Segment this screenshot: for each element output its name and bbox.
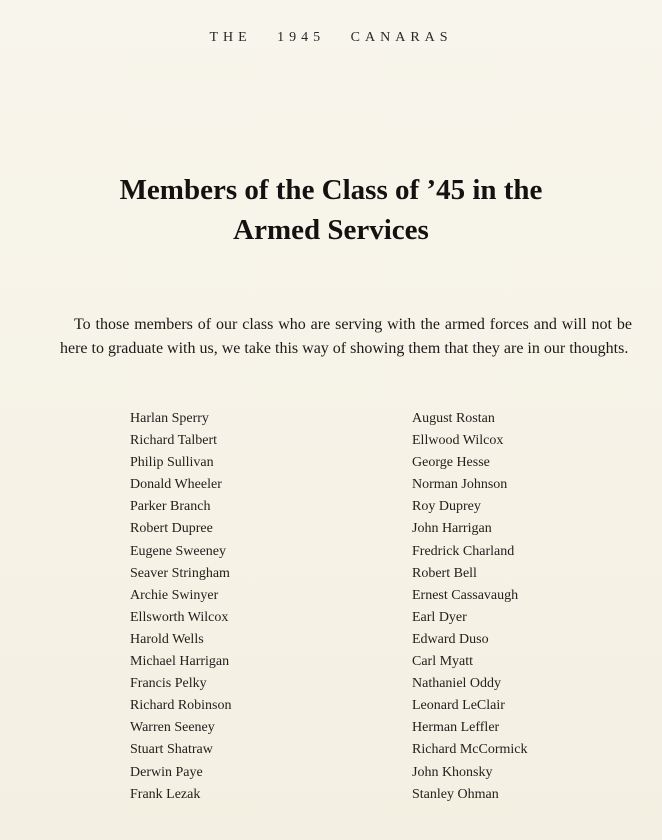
member-name: Seaver Stringham — [130, 565, 230, 581]
member-name: Eugene Sweeney — [130, 543, 227, 559]
member-name: Richard Robinson — [130, 698, 232, 714]
member-name: Roy Duprey — [412, 499, 481, 515]
member-name: Ernest Cassavaugh — [412, 587, 519, 603]
member-name: John Harrigan — [412, 521, 492, 537]
member-name: Norman Johnson — [412, 477, 508, 493]
member-name: Stuart Shatraw — [130, 742, 213, 758]
page-title-line-1: Members of the Class of ’45 in the — [119, 174, 543, 206]
member-name: John Khonsky — [412, 764, 493, 780]
member-name: Francis Pelky — [130, 676, 207, 692]
member-name: George Hesse — [412, 455, 490, 471]
member-name: Ellsworth Wilcox — [130, 609, 229, 625]
names-list-right — [412, 408, 527, 806]
running-header: THE 1945 CANARAS — [209, 30, 453, 45]
member-name: Michael Harrigan — [130, 654, 230, 670]
member-name: Carl Myatt — [412, 654, 474, 670]
member-name: Herman Leffler — [412, 720, 500, 736]
member-name: Leonard LeClair — [412, 698, 505, 714]
member-name: Robert Dupree — [130, 521, 213, 537]
member-name: Philip Sullivan — [130, 455, 214, 471]
member-name: Harlan Sperry — [130, 411, 209, 426]
member-name: Donald Wheeler — [130, 477, 222, 493]
member-name: Ellwood Wilcox — [412, 433, 504, 449]
member-name: Derwin Paye — [130, 764, 203, 780]
member-name: Harold Wells — [130, 631, 204, 647]
intro-paragraph: To those members of our class who are serving with the armed forces and will not be here to graduate with us, we take this way of showing them that they are in our thoughts. — [60, 316, 632, 357]
member-name: Robert Bell — [412, 565, 477, 581]
member-name: Earl Dyer — [412, 609, 467, 625]
member-name: Frank Lezak — [130, 786, 201, 802]
member-name: Edward Duso — [412, 631, 489, 647]
member-name: Richard McCormick — [412, 742, 528, 758]
member-name: August Rostan — [412, 411, 495, 426]
page-title-line-2: Armed Services — [233, 214, 429, 246]
member-name: Richard Talbert — [130, 433, 218, 449]
names-list-left — [130, 408, 232, 806]
member-name: Parker Branch — [130, 499, 211, 515]
member-name: Fredrick Charland — [412, 543, 515, 559]
page-title — [0, 170, 662, 250]
member-name: Stanley Ohman — [412, 786, 499, 802]
member-name: Archie Swinyer — [130, 587, 219, 603]
member-name: Warren Seeney — [130, 720, 215, 736]
member-name: Nathaniel Oddy — [412, 676, 502, 692]
